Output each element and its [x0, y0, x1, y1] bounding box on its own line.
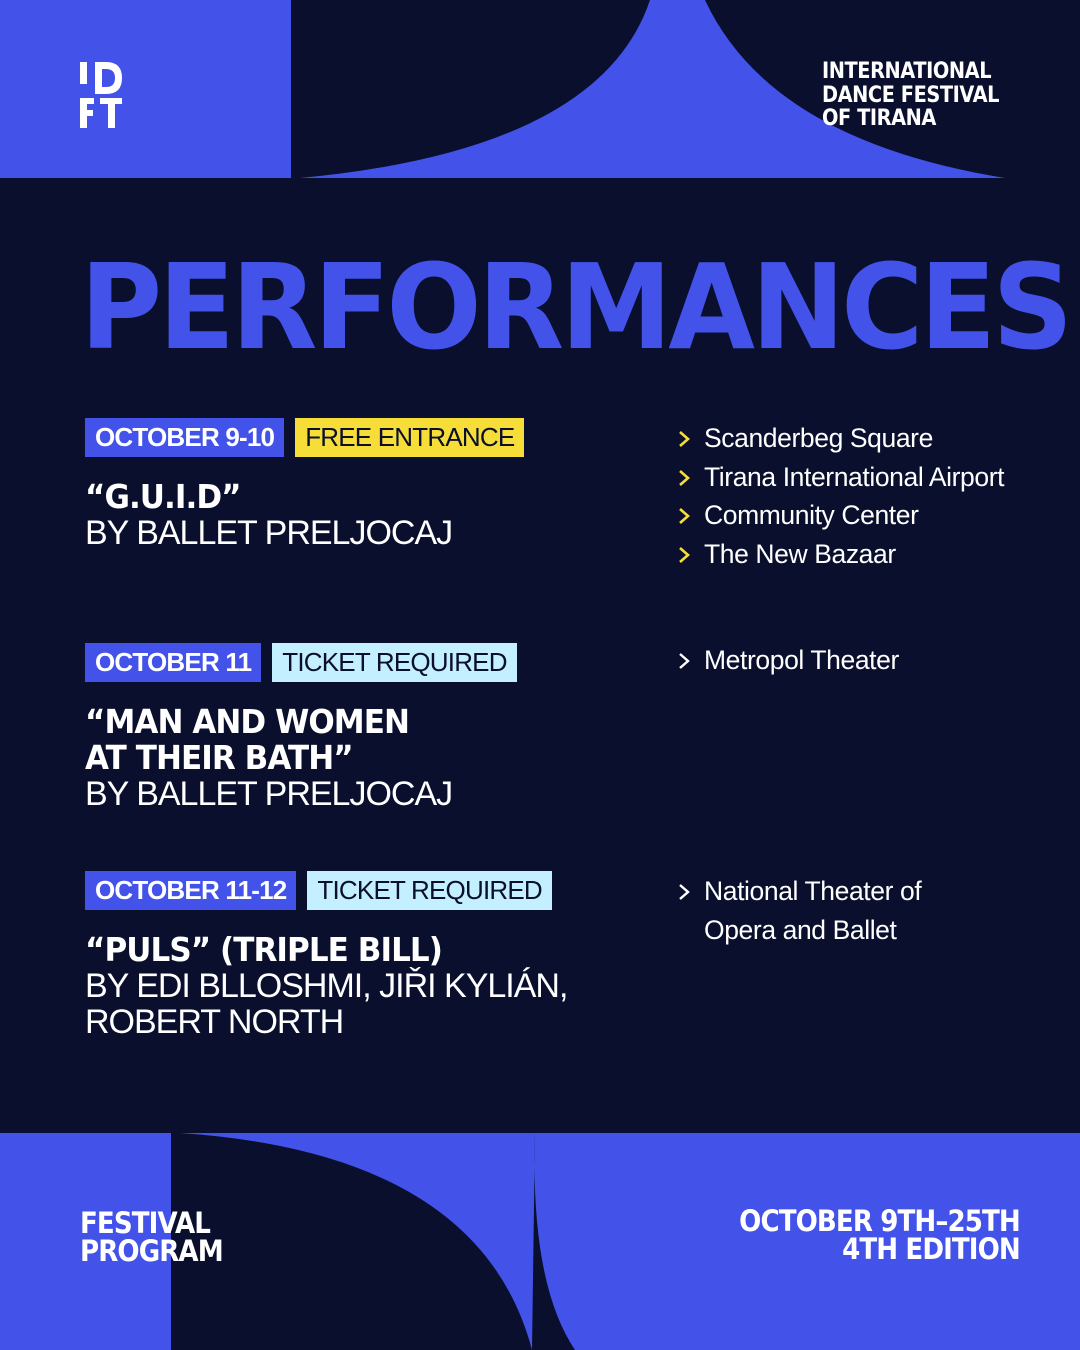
venue-list: [677, 872, 921, 949]
chevron-right-icon: [677, 652, 691, 670]
date-badge: OCTOBER 9-10: [85, 418, 284, 457]
venue-list: [677, 419, 1004, 574]
ticket-required-badge: TICKET REQUIRED: [272, 643, 516, 682]
performance-credits: [85, 776, 517, 812]
venue-item: [677, 458, 1004, 497]
performance-item: [85, 643, 517, 812]
performance-credits-line: BY EDI BLLOSHMI, JIŘI KYLIÁN,: [85, 967, 568, 1005]
footer-right-line: 4TH EDITION: [842, 1232, 1020, 1266]
venue-item: [677, 496, 1004, 535]
venue-name: National Theater of: [704, 876, 922, 906]
performance-title: [85, 704, 491, 776]
venue-item-continued: [677, 911, 921, 950]
performance-title-line: AT THEIR BATH”: [85, 738, 353, 777]
performance-tags: [85, 871, 567, 910]
festival-name-line: INTERNATIONAL: [822, 59, 992, 84]
chevron-right-icon: [677, 883, 691, 901]
chevron-right-icon: [677, 430, 691, 448]
performance-credits-line: ROBERT NORTH: [85, 1003, 344, 1041]
footer-left-line: PROGRAM: [80, 1234, 223, 1268]
venue-name: Tirana International Airport: [704, 461, 1005, 492]
venue-name: The New Bazaar: [704, 539, 896, 570]
performance-item: [85, 418, 524, 551]
footer-left-line: FESTIVAL: [80, 1206, 211, 1240]
performance-title-line: “PULS” (TRIPLE BILL): [85, 930, 442, 969]
venue-list: [677, 641, 899, 680]
date-badge: OCTOBER 11-12: [85, 871, 296, 910]
performance-title: [85, 479, 498, 515]
date-badge: OCTOBER 11: [85, 643, 261, 682]
performance-credits: [85, 515, 524, 551]
venue-name: Scanderbeg Square: [704, 423, 933, 453]
performance-title-line: “MAN AND WOMEN: [85, 702, 409, 741]
venue-name: Opera and Ballet: [704, 914, 897, 945]
free-entrance-badge: FREE ENTRANCE: [295, 418, 524, 457]
venue-item: [677, 872, 921, 911]
festival-dates-edition: [739, 1204, 1020, 1266]
chevron-right-icon: [677, 507, 691, 525]
performance-credits: [85, 968, 567, 1040]
page-title: PERFORMANCES: [80, 238, 1070, 376]
idft-logo: [78, 60, 126, 130]
festival-name-line: DANCE FESTIVAL: [822, 82, 1000, 108]
footer-right-line: OCTOBER 9TH–25TH: [739, 1204, 1020, 1238]
festival-name: [822, 60, 999, 131]
ticket-required-badge: TICKET REQUIRED: [307, 871, 551, 910]
venue-item: [677, 419, 1004, 458]
performance-item: [85, 871, 567, 1040]
performance-credits-line: BY BALLET PRELJOCAJ: [85, 514, 453, 552]
festival-program-label: [80, 1206, 223, 1268]
performance-title-line: “G.U.I.D”: [85, 477, 241, 516]
performance-credits-line: BY BALLET PRELJOCAJ: [85, 775, 453, 813]
festival-name-line: OF TIRANA: [822, 106, 936, 131]
performance-title: [85, 932, 538, 968]
venue-name: Community Center: [704, 500, 919, 531]
venue-name: Metropol Theater: [704, 645, 899, 675]
chevron-right-icon: [677, 546, 691, 564]
performance-tags: [85, 418, 524, 457]
chevron-right-icon: [677, 469, 691, 487]
venue-item: [677, 641, 899, 680]
performance-tags: [85, 643, 517, 682]
venue-item: [677, 535, 1004, 574]
